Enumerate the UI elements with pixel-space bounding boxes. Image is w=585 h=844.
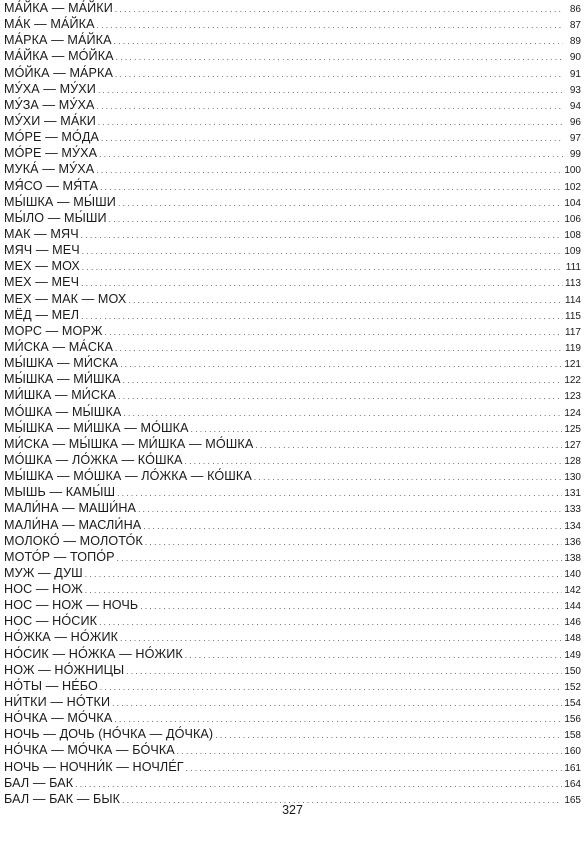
toc-entry [4,549,581,565]
toc-entry-title: МИ́ШКА — МИ́СКА [4,388,117,403]
toc-entry-page: 130 [564,472,581,484]
dot-leader [120,357,562,373]
dot-leader [145,535,562,551]
toc-entry [4,210,581,226]
dot-leader [99,147,563,163]
toc-entry-page: 161 [564,762,581,774]
toc-entry-page: 109 [564,246,581,258]
toc-entry [4,597,581,613]
toc-entry [4,500,581,516]
toc-entry-page: 140 [564,568,581,580]
toc-entry-title: МОРС — МОРЖ [4,323,103,338]
toc-entry-page: 87 [569,20,581,32]
toc-entry-title: МАК — МЯЧ [4,226,79,241]
toc-entry-title: МЯЧ — МЕЧ [4,243,80,258]
dot-leader [82,244,563,260]
toc-entry-title: МА́РКА — МА́ЙКА [4,33,112,48]
toc-entry [4,113,581,129]
toc-entry-title: БАЛ — БАК — БЫК [4,791,121,806]
toc-entry-title: НО́ТЫ — НЕ́БО [4,678,98,693]
toc-entry-page: 111 [565,262,581,274]
toc-entry-page: 158 [564,730,581,742]
toc-entry-page: 121 [564,359,581,371]
toc-entry-title: МУКА́ — МУ́ХА [4,162,95,177]
toc-entry [4,468,581,484]
toc-entry [4,387,581,403]
table-of-contents [4,0,581,807]
toc-entry-page: 138 [564,552,581,564]
toc-entry-page: 127 [564,439,581,451]
toc-entry-page: 86 [569,4,581,15]
toc-entry [4,0,581,16]
dot-leader [109,212,563,228]
toc-entry [4,420,581,436]
toc-entry-title: НОЧЬ — НОЧНИ́К — НОЧЛЕ́Г [4,759,184,774]
toc-entry [4,436,581,452]
toc-entry-title: НИ́ТКИ — НО́ТКИ [4,695,111,710]
toc-entry-title: НО́ЧКА — МО́ЧКА — БО́ЧКА [4,743,175,758]
dot-leader [81,309,563,325]
toc-entry-page: 114 [565,294,581,306]
dot-leader [75,777,562,793]
toc-entry [4,726,581,742]
toc-entry-page: 144 [564,601,581,613]
toc-entry [4,16,581,32]
dot-leader [97,18,563,34]
toc-entry [4,533,581,549]
toc-entry-title: МА́ЙКА — МА́ЙКИ [4,1,113,15]
toc-entry-page: 148 [564,633,581,645]
dot-leader [254,470,562,486]
toc-entry-page: 108 [564,229,581,241]
toc-entry-title: НОЧЬ — ДОЧЬ (НО́ЧКА — ДО́ЧКА) [4,727,214,742]
dot-leader [96,163,562,179]
dot-leader [120,631,562,647]
toc-entry-page: 124 [564,407,581,419]
toc-entry [4,307,581,323]
toc-entry-title: МИ́СКА — МА́СКА [4,339,113,354]
toc-entry [4,226,581,242]
dot-leader [143,519,562,535]
toc-entry-title: МО́РЕ — МУ́ХА [4,146,98,161]
dot-leader [117,551,563,567]
toc-entry-page: 117 [565,326,581,338]
dot-leader [116,50,563,66]
toc-entry [4,662,581,678]
dot-leader [117,486,562,502]
toc-entry-page: 133 [564,504,581,516]
toc-entry-title: НО́СИК — НО́ЖКА — НО́ЖИК [4,646,183,661]
toc-entry-title: НО́ЧКА — МО́ЧКА [4,711,113,726]
dot-leader [100,680,562,696]
toc-entry-title: МА́К — МА́ЙКА [4,17,95,32]
toc-entry-page: 125 [564,423,581,435]
dot-leader [140,599,562,615]
dot-leader [255,438,562,454]
toc-entry [4,371,581,387]
toc-entry-title: МАЛИ́НА — МАШИ́НА [4,501,137,516]
toc-entry [4,484,581,500]
toc-entry-title: МО́ШКА — МЫ́ШКА [4,404,122,419]
toc-entry [4,274,581,290]
toc-entry-title: МЫ́ШКА — МИ́ШКА — МО́ШКА [4,420,189,435]
dot-leader [112,696,562,712]
toc-entry [4,145,581,161]
toc-entry [4,65,581,81]
toc-entry-page: 119 [565,342,581,354]
dot-leader [118,196,562,212]
toc-entry-page: 115 [565,310,581,322]
toc-entry-title: НОЖ — НО́ЖНИЦЫ [4,662,125,677]
dot-leader [96,99,563,115]
dot-leader [114,34,563,50]
toc-entry-title: МУЖ — ДУШ [4,565,83,580]
toc-entry [4,355,581,371]
toc-entry-title: НОС — НОЖ — НОЧЬ [4,598,139,613]
toc-entry-page: 89 [569,36,581,48]
toc-entry [4,48,581,64]
toc-entry-page: 160 [564,746,581,758]
toc-entry-title: МЕХ — МЕЧ [4,275,80,290]
toc-entry-title: НОС — НОЖ [4,582,83,597]
toc-entry [4,178,581,194]
toc-entry-page: 106 [564,213,581,225]
toc-entry [4,742,581,758]
toc-entry [4,323,581,339]
toc-entry [4,291,581,307]
toc-entry [4,565,581,581]
toc-entry-title: МЫ́ШКА — МИ́ШКА [4,372,121,387]
dot-leader [105,325,563,341]
toc-entry-page: 142 [564,585,581,597]
dot-leader [85,567,562,583]
toc-entry-title: МАЛИ́НА — МАСЛИ́НА [4,517,142,532]
toc-entry-title: МУ́ЗА — МУ́ХА [4,97,95,112]
dot-leader [98,83,563,99]
toc-entry-title: МОТО́Р — ТОПО́Р [4,549,115,564]
dot-leader [81,228,563,244]
dot-leader [115,341,563,357]
toc-entry-title: МО́РЕ — МО́ДА [4,130,99,145]
dot-leader [138,502,562,518]
toc-entry-title: МЕХ — МАК — МОХ [4,291,127,306]
dot-leader [128,293,563,309]
toc-entry-page: 134 [564,520,581,532]
toc-entry-page: 150 [564,665,581,677]
toc-entry [4,404,581,420]
toc-entry-page: 152 [564,681,581,693]
toc-entry [4,32,581,48]
toc-entry-title: МА́ЙКА — МО́ЙКА [4,49,114,64]
toc-entry-title: МУ́ХА — МУ́ХИ [4,81,96,96]
toc-entry-title: МЯ́СО — МЯ́ТА [4,178,99,193]
toc-entry [4,97,581,113]
dot-leader [82,260,563,276]
toc-entry [4,694,581,710]
dot-leader [177,744,563,760]
dot-leader [186,761,563,777]
toc-entry-page: 102 [564,181,581,193]
toc-entry [4,759,581,775]
toc-entry-title: МОЛОКО́ — МОЛОТО́К [4,533,143,548]
dot-leader [100,180,562,196]
toc-entry [4,629,581,645]
toc-entry-title: МЫШЬ — КАМЫ́Ш [4,485,116,500]
toc-entry-page: 94 [569,100,581,112]
dot-leader [123,406,562,422]
dot-leader [85,583,563,599]
toc-entry-page: 122 [564,375,581,387]
toc-entry [4,129,581,145]
dot-leader [101,131,563,147]
toc-entry [4,581,581,597]
toc-entry-title: БАЛ — БАК [4,775,74,790]
toc-entry-title: НО́ЖКА — НО́ЖИК [4,630,119,645]
dot-leader [98,115,563,131]
toc-entry [4,775,581,791]
toc-entry [4,258,581,274]
toc-entry-page: 91 [569,68,581,80]
toc-entry-title: МИ́СКА — МЫ́ШКА — МИ́ШКА — МО́ШКА [4,436,254,451]
dot-leader [215,728,562,744]
toc-entry [4,613,581,629]
toc-entry-title: МЫ́ШКА — МЫ́ШИ [4,194,116,209]
toc-entry-title: МЫ́ЛО — МЫ́ШИ [4,210,107,225]
toc-entry [4,646,581,662]
toc-entry-page: 100 [564,165,581,177]
toc-entry [4,194,581,210]
dot-leader [185,648,562,664]
toc-entry-page: 113 [565,278,581,290]
toc-entry-title: НОС — НО́СИК [4,614,98,629]
dot-leader [126,664,562,680]
dot-leader [115,2,563,18]
dot-leader [123,373,563,389]
toc-entry-page: 128 [564,455,581,467]
toc-entry-page: 99 [569,149,581,161]
toc-entry-page: 123 [564,391,581,403]
toc-entry-page: 149 [564,649,581,661]
toc-entry-title: МО́ЙКА — МА́РКА [4,65,113,80]
toc-entry-page: 154 [564,698,581,710]
dot-leader [81,276,563,292]
toc-entry-title: МЕХ — МОХ [4,259,80,274]
toc-entry-title: МЫ́ШКА — МО́ШКА — ЛО́ЖКА — КО́ШКА [4,469,252,484]
toc-entry [4,161,581,177]
toc-entry [4,452,581,468]
toc-entry-title: МО́ШКА — ЛО́ЖКА — КО́ШКА [4,452,183,467]
toc-entry-page: 146 [564,617,581,629]
toc-entry [4,517,581,533]
dot-leader [115,67,563,83]
toc-entry-title: МЁД — МЕЛ [4,307,80,322]
toc-entry-page: 93 [569,84,581,96]
toc-entry [4,678,581,694]
toc-entry-page: 131 [564,488,581,500]
toc-entry [4,242,581,258]
toc-entry-page: 165 [564,794,581,806]
toc-entry-page: 96 [569,116,581,128]
toc-entry-page: 136 [564,536,581,548]
dot-leader [118,389,562,405]
toc-entry-title: МУ́ХИ — МА́КИ [4,113,96,128]
page-number: 327 [282,803,303,817]
toc-entry-page: 156 [564,714,581,726]
toc-entry-page: 97 [569,133,581,145]
toc-entry-page: 164 [564,778,581,790]
toc-entry [4,710,581,726]
toc-entry [4,81,581,97]
toc-entry [4,339,581,355]
toc-entry-page: 104 [564,197,581,209]
dot-leader [99,615,562,631]
toc-entry-page: 90 [569,52,581,64]
toc-entry-title: МЫ́ШКА — МИ́СКА [4,356,119,371]
